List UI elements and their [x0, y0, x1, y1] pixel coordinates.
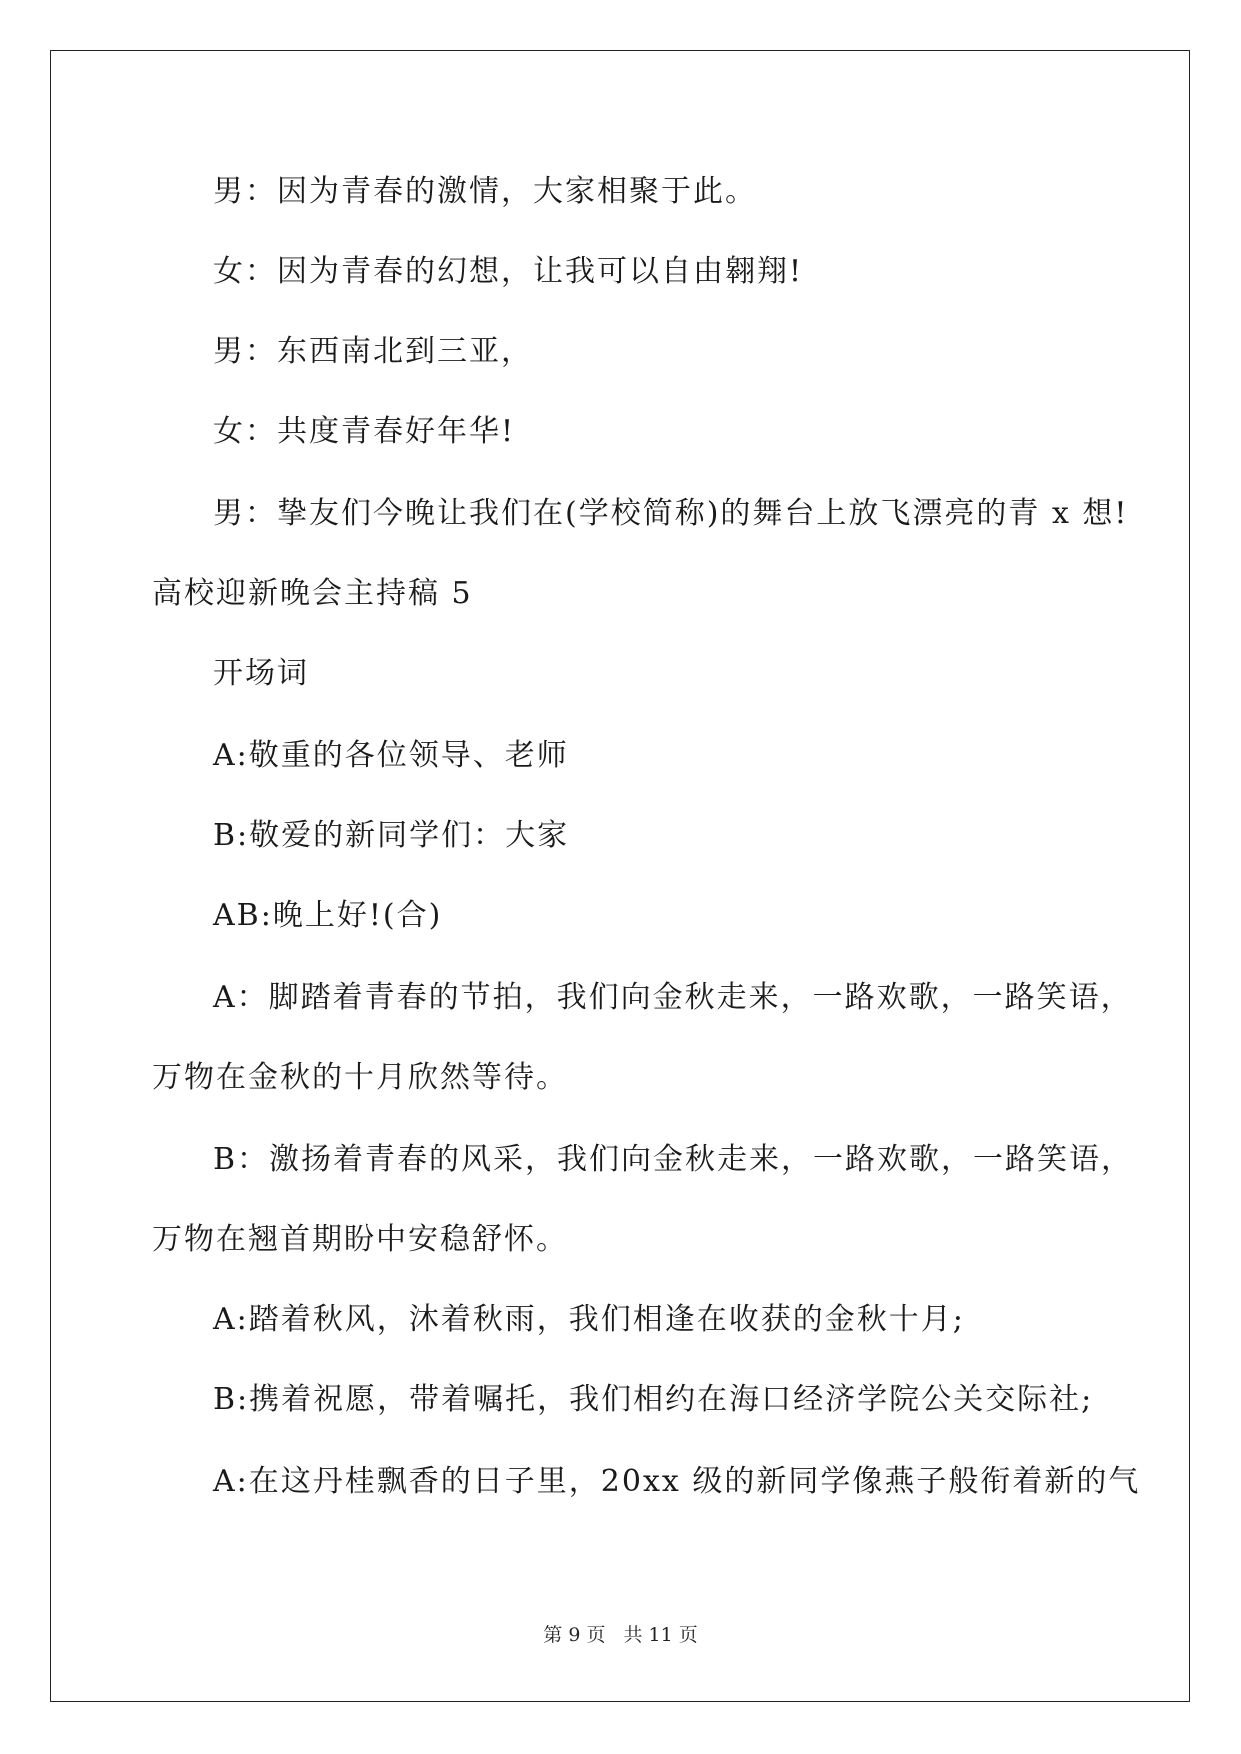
section-heading: 高校迎新晚会主持稿 5 — [152, 576, 473, 611]
paragraph-line: A:在这丹桂飘香的日子里，20xx 级的新同学像燕子般衔着新的气 — [213, 1464, 1141, 1499]
paragraph-line: 万物在翘首期盼中安稳舒怀。 — [152, 1222, 568, 1257]
page-footer — [0, 1623, 1241, 1647]
paragraph-line: 男：因为青春的激情，大家相聚于此。 — [213, 174, 757, 209]
page-number: 第 9 页 — [543, 1624, 606, 1646]
paragraph-line: A:踏着秋风，沐着秋雨，我们相逢在收获的金秋十月; — [213, 1302, 965, 1337]
paragraph-line: 开场词 — [213, 656, 309, 691]
paragraph-line: 男：挚友们今晚让我们在(学校简称)的舞台上放飞漂亮的青 x 想! — [213, 496, 1129, 531]
paragraph-line: 男：东西南北到三亚， — [213, 334, 533, 369]
page-total: 共 11 页 — [623, 1624, 698, 1646]
paragraph-line: AB:晚上好!(合) — [213, 898, 443, 933]
paragraph-line: 女：共度青春好年华! — [213, 414, 516, 449]
paragraph-line: B：激扬着青春的风采，我们向金秋走来，一路欢歌，一路笑语， — [213, 1142, 1134, 1177]
paragraph-line: 女：因为青春的幻想，让我可以自由翱翔! — [213, 254, 804, 289]
paragraph-line: A:敬重的各位领导、老师 — [213, 738, 569, 773]
paragraph-line: 万物在金秋的十月欣然等待。 — [152, 1060, 568, 1095]
page-border — [50, 50, 1190, 1702]
paragraph-line: B:敬爱的新同学们：大家 — [213, 818, 570, 853]
paragraph-line: A：脚踏着青春的节拍，我们向金秋走来，一路欢歌，一路笑语， — [213, 980, 1133, 1015]
paragraph-line: B:携着祝愿，带着嘱托，我们相约在海口经济学院公关交际社; — [213, 1382, 1094, 1417]
